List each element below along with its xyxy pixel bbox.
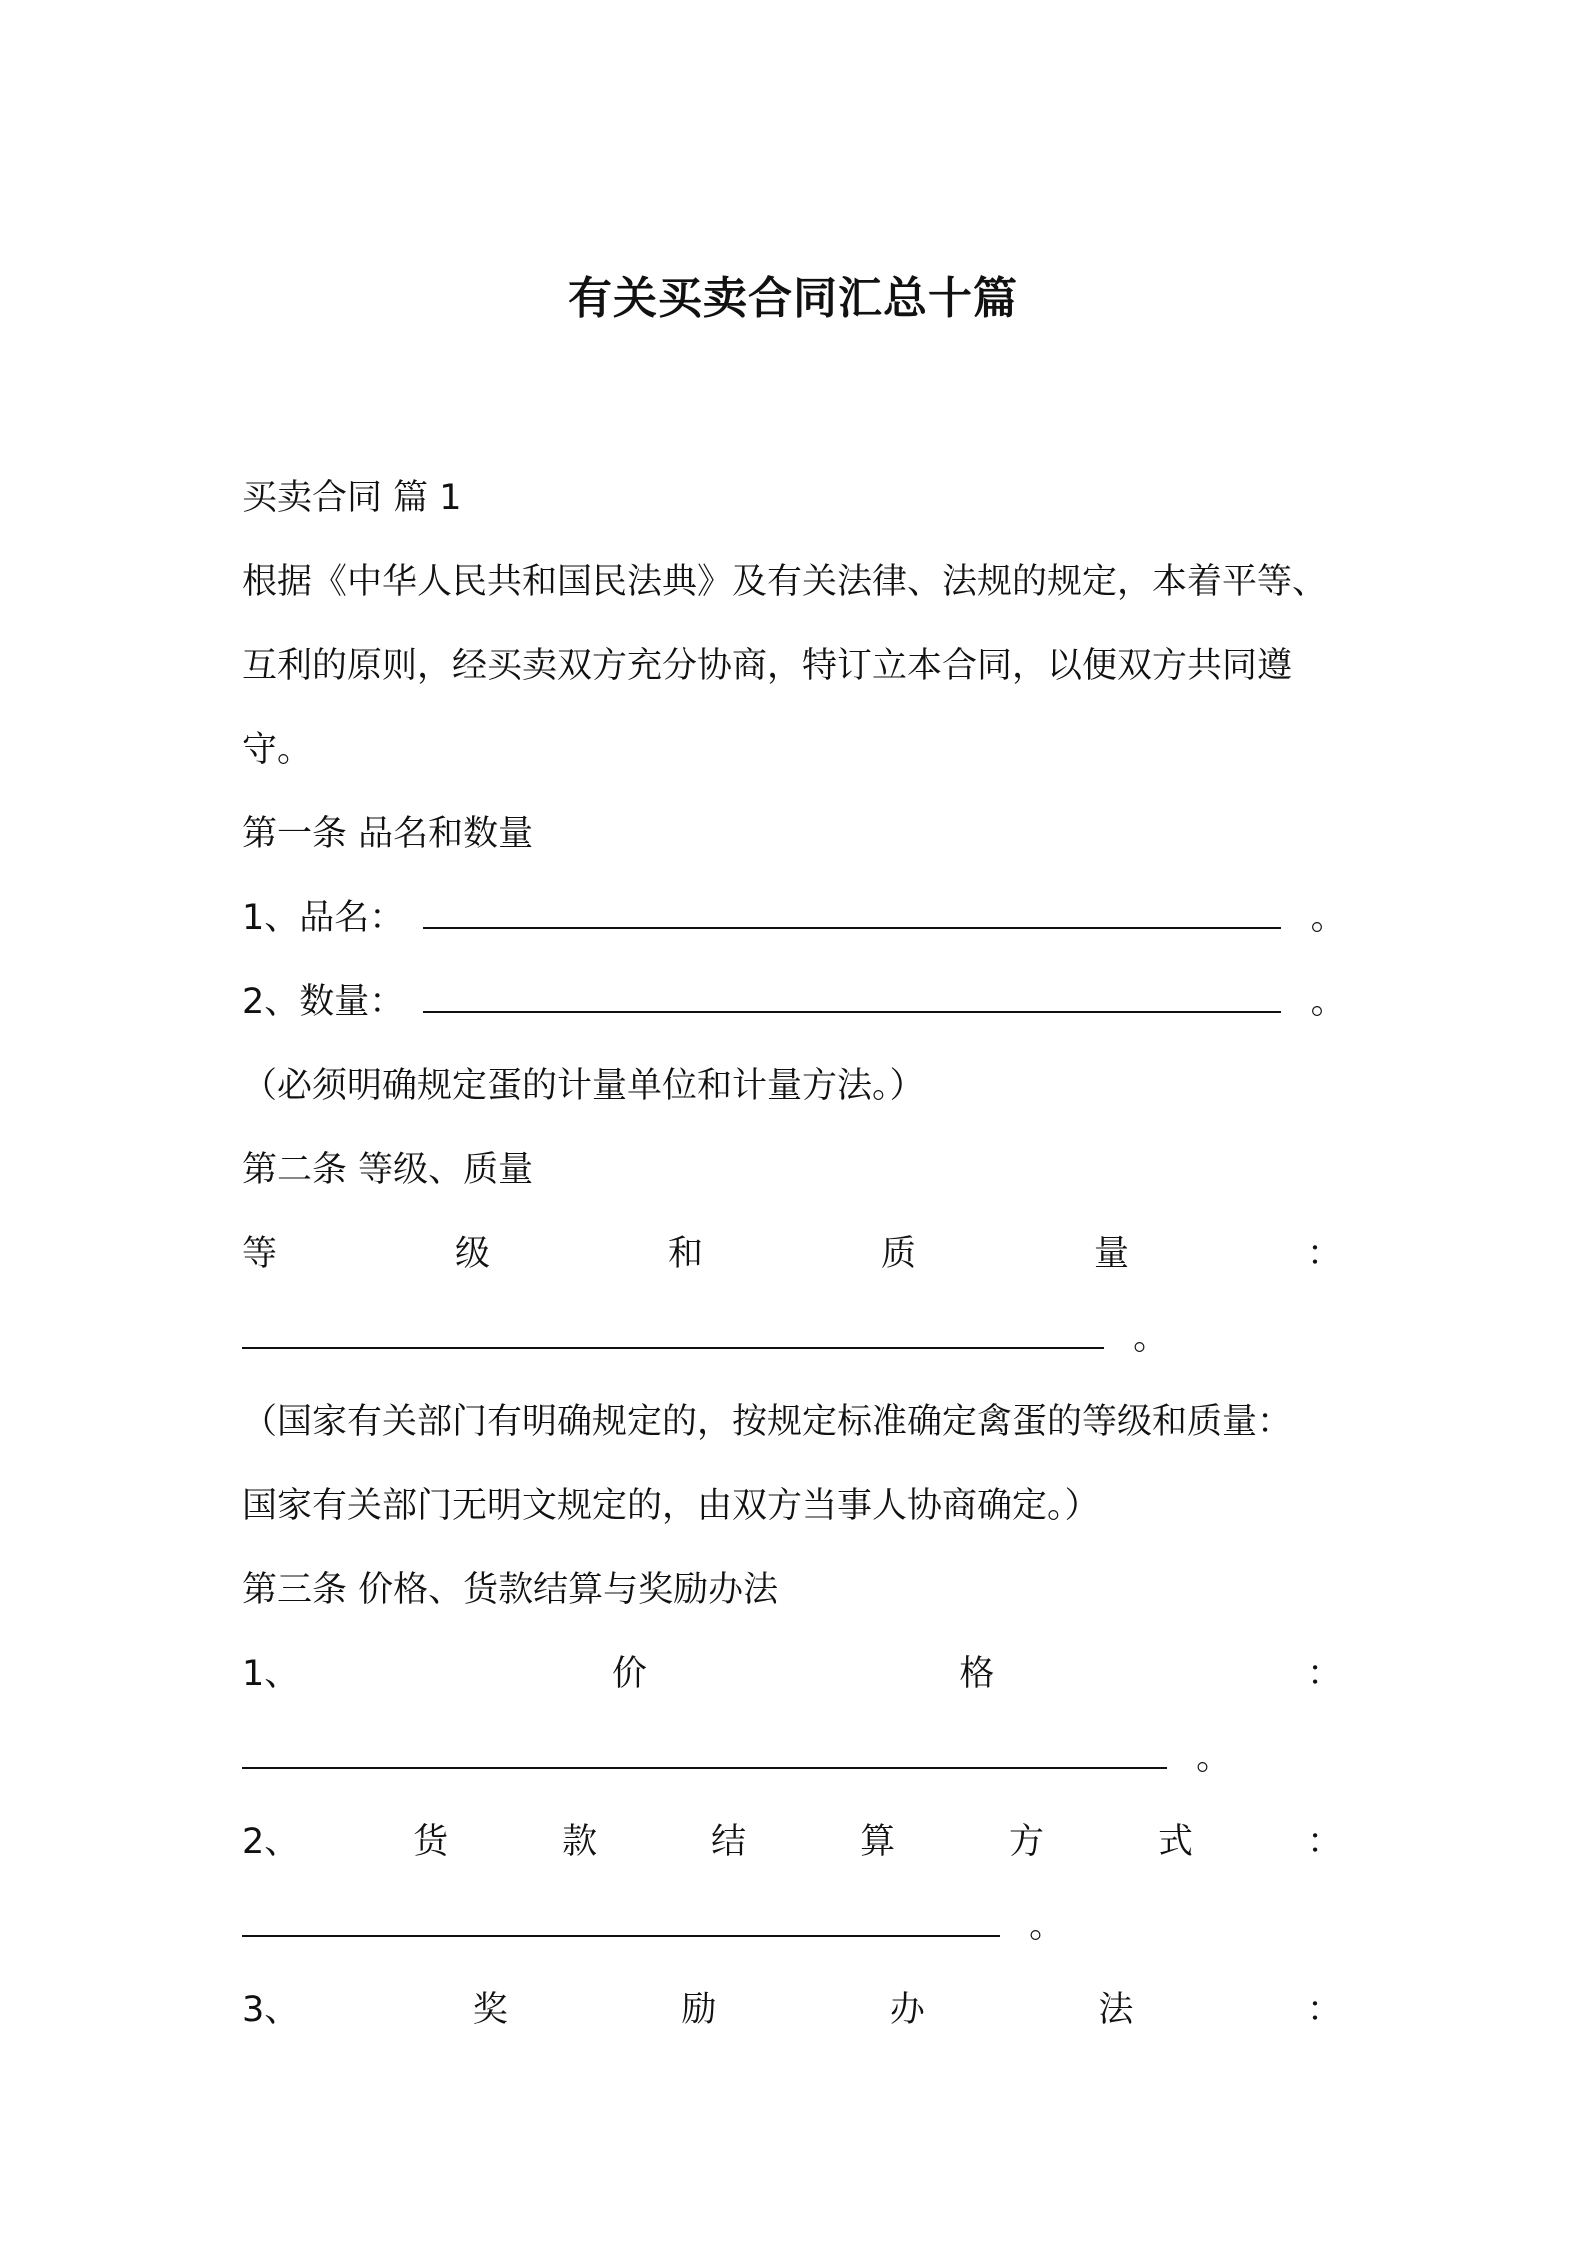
product-name-line (242, 876, 1352, 960)
grade-quality-char: 量 (1093, 1234, 1129, 1274)
grade-quality-char: ： (1306, 1234, 1342, 1274)
grade-quality-blank (242, 1307, 1104, 1349)
reward-method-char: 法 (1098, 1990, 1134, 2030)
reward-method-char: 励 (681, 1990, 717, 2030)
article-2-heading: 第二条 等级、质量 (242, 1150, 534, 1190)
grade-quality-char: 等 (242, 1234, 278, 1274)
payment-method-char: 2、 (242, 1822, 300, 1862)
quantity-label: 2、数量： (242, 982, 405, 1022)
article-3-heading: 第三条 价格、货款结算与奖励办法 (242, 1570, 779, 1610)
payment-method-char: 方 (1009, 1822, 1045, 1862)
document-body (242, 456, 1352, 2052)
period: 。 (1133, 1318, 1169, 1358)
price-blank (242, 1727, 1167, 1769)
reward-method-char: ： (1306, 1990, 1342, 2030)
payment-method-label (242, 1800, 1342, 1884)
payment-method-char: 结 (711, 1822, 747, 1862)
grade-quality-blank-line (242, 1296, 1352, 1380)
intro-line-3: 守。 (242, 730, 313, 770)
price-blank-line (242, 1716, 1352, 1800)
article-2-note-line-1: （国家有关部门有明确规定的，按规定标准确定禽蛋的等级和质量： (242, 1402, 1293, 1442)
reward-method-char: 奖 (472, 1990, 508, 2030)
price-label (242, 1632, 1342, 1716)
intro-line-1: 根据《中华人民共和国民法典》及有关法律、法规的规定，本着平等、 (242, 562, 1328, 602)
grade-quality-char: 级 (454, 1234, 490, 1274)
document-title: 有关买卖合同汇总十篇 (568, 273, 1018, 324)
payment-method-char: 款 (562, 1822, 598, 1862)
quantity-line (242, 960, 1352, 1044)
grade-quality-char: 和 (667, 1234, 703, 1274)
reward-method-char: 3、 (242, 1990, 300, 2030)
period: 。 (1196, 1738, 1232, 1778)
article-2-note-line-2: 国家有关部门无明文规定的，由双方当事人协商确定。） (242, 1486, 1100, 1526)
price-char: ： (1306, 1654, 1342, 1694)
quantity-blank (423, 971, 1281, 1013)
intro-line-2: 互利的原则，经买卖双方充分协商，特订立本合同，以便双方共同遵 (242, 646, 1293, 686)
grade-quality-label (242, 1212, 1342, 1296)
article-1-note: （必须明确规定蛋的计量单位和计量方法。） (242, 1066, 925, 1106)
article-1-heading: 第一条 品名和数量 (242, 814, 534, 854)
period: 。 (1310, 898, 1346, 938)
product-name-label: 1、品名： (242, 898, 405, 938)
reward-method-label (242, 1968, 1342, 2052)
payment-method-char: ： (1306, 1822, 1342, 1862)
payment-method-char: 货 (413, 1822, 449, 1862)
payment-method-blank-line (242, 1884, 1352, 1968)
reward-method-char: 办 (889, 1990, 925, 2030)
period: 。 (1029, 1906, 1065, 1946)
price-char: 格 (959, 1654, 995, 1694)
product-name-blank (423, 887, 1281, 929)
grade-quality-char: 质 (880, 1234, 916, 1274)
price-char: 价 (611, 1654, 647, 1694)
price-char: 1、 (242, 1654, 300, 1694)
payment-method-char: 算 (860, 1822, 896, 1862)
payment-method-blank (242, 1895, 1000, 1937)
section-heading: 买卖合同 篇 1 (242, 478, 462, 518)
period: 。 (1310, 982, 1346, 1022)
payment-method-char: 式 (1157, 1822, 1193, 1862)
